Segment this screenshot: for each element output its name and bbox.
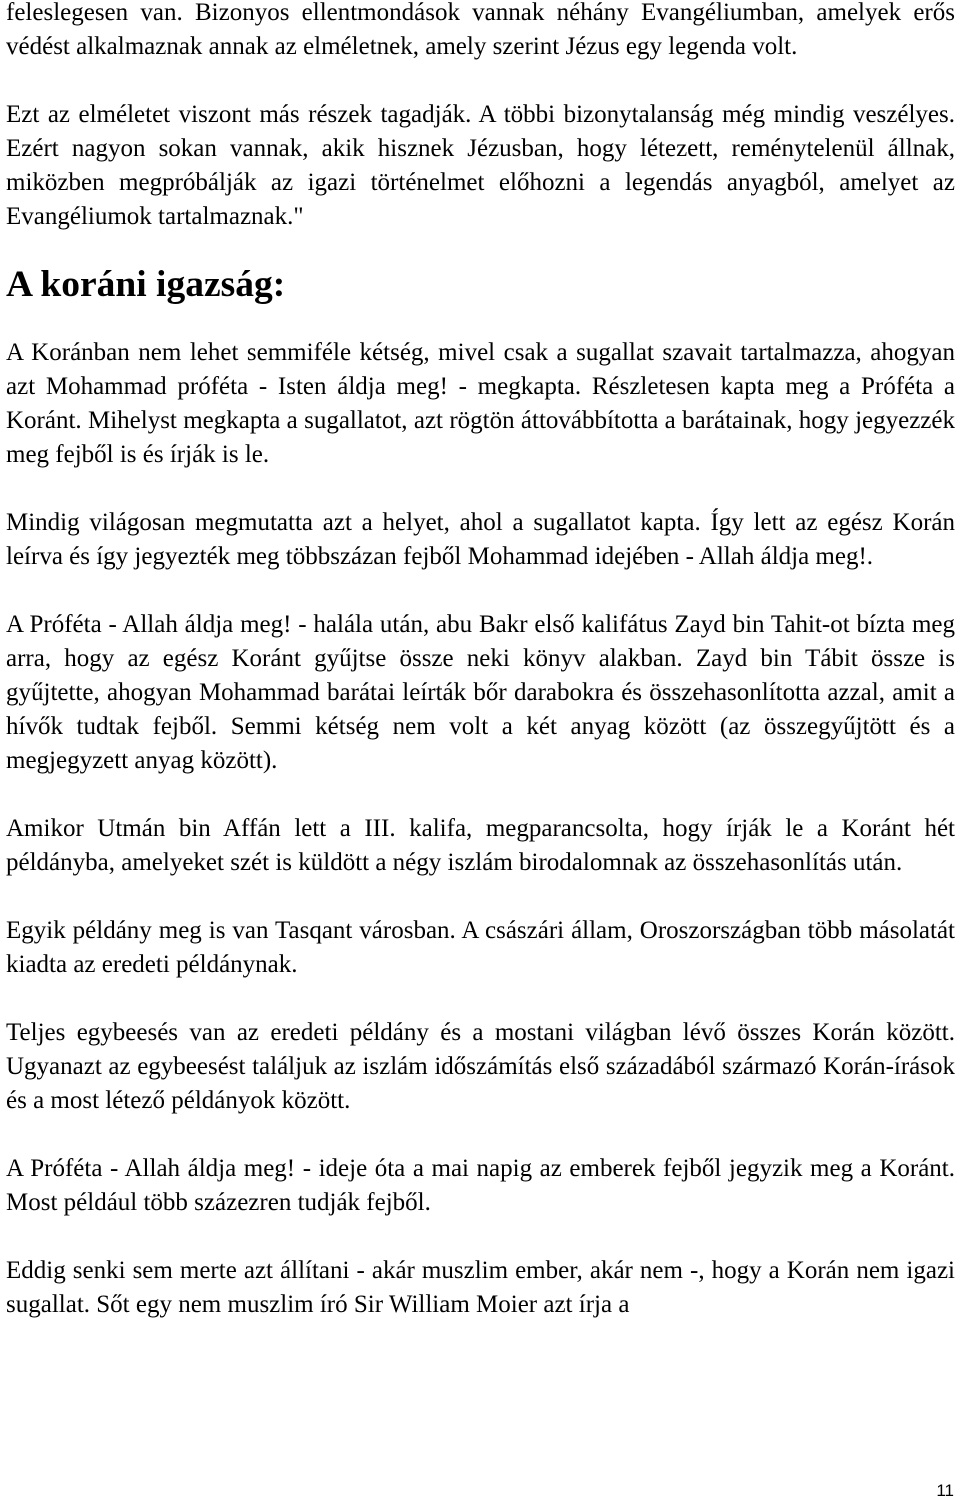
section-heading: A koráni igazság: (6, 264, 286, 305)
paragraph-moier: Eddig senki sem merte azt állítani - akár muszlim ember, akár nem -, hogy a Korán nem igazi sugallat. Sőt egy nem muszlim író Sir William Moier azt írja a (6, 1257, 955, 1318)
page-number: 11 (936, 1481, 954, 1500)
document-page (6, 0, 955, 1322)
paragraph-agreement: Teljes egybeesés van az eredeti példány és a mostani világban lévő összes Korán között. Ugyanazt az egybeesést találjuk az iszlám időszámítás első századából származó Korán-írások és a most létező példányok között. (6, 1019, 955, 1114)
paragraph-quran-doubt: A Koránban nem lehet semmiféle kétség, mivel csak a sugallat szavait tartalmazza, ahogyan azt Mohammad próféta - Isten áldja meg! - megkapta. Részletesen kapta meg a Próféta a Koránt. Mihelyst megkapta a sugallatot, azt rögtön áttovábbította a barátainak, hogy jegyezzék meg fejből is és írják is le. (6, 339, 955, 468)
paragraph-revelation-place: Mindig világosan megmutatta azt a helyet, ahol a sugallatot kapta. Így lett az egész Korán leírva és így jegyezték meg többszázan fejből Mohammad idejében - Allah áldja meg!. (6, 509, 955, 570)
paragraph-abu-bakr: A Próféta - Allah áldja meg! - halála után, abu Bakr első kalifátus Zayd bin Tahit-ot bízta meg arra, hogy az egész Koránt gyűjtse össze neki könyv alakban. Zayd bin Tábit össze is gyűjtette, ahogyan Mohammad barátai leírták bőr darabokra és összehasonlította azzal, amit a hívők tudtak fejből. Semmi kétség nem volt a két anyag között (az összegyűjtött és a megjegyzett anyag között). (6, 611, 955, 774)
paragraph-tasqant: Egyik példány meg is van Tasqant városban. A császári állam, Oroszországban több másolatát kiadta az eredeti példánynak. (6, 917, 955, 978)
paragraph-memorization: A Próféta - Allah áldja meg! - ideje óta a mai napig az emberek fejből jegyzik meg a Koránt. Most például több százezren tudják fejből. (6, 1155, 955, 1216)
paragraph-theory: Ezt az elméletet viszont más részek tagadják. A többi bizonytalanság még mindig veszélyes. Ezért nagyon sokan vannak, akik hisznek Jézusban, hogy létezett, reménytelenül állnak, miközben megpróbálják az igazi történelmet előhozni a legendás anyagból, amelyet az Evangéliumok tartalmaznak." (6, 101, 955, 230)
paragraph-intro: feleslegesen van. Bizonyos ellentmondások vannak néhány Evangéliumban, amelyek erős védést alkalmaznak annak az elméletnek, amely szerint Jézus egy legenda volt. (6, 0, 955, 60)
paragraph-uthman: Amikor Utmán bin Affán lett a III. kalifa, megparancsolta, hogy írják le a Koránt hét példányba, amelyeket szét is küldött a négy iszlám birodalomnak az összehasonlítás után. (6, 815, 955, 876)
